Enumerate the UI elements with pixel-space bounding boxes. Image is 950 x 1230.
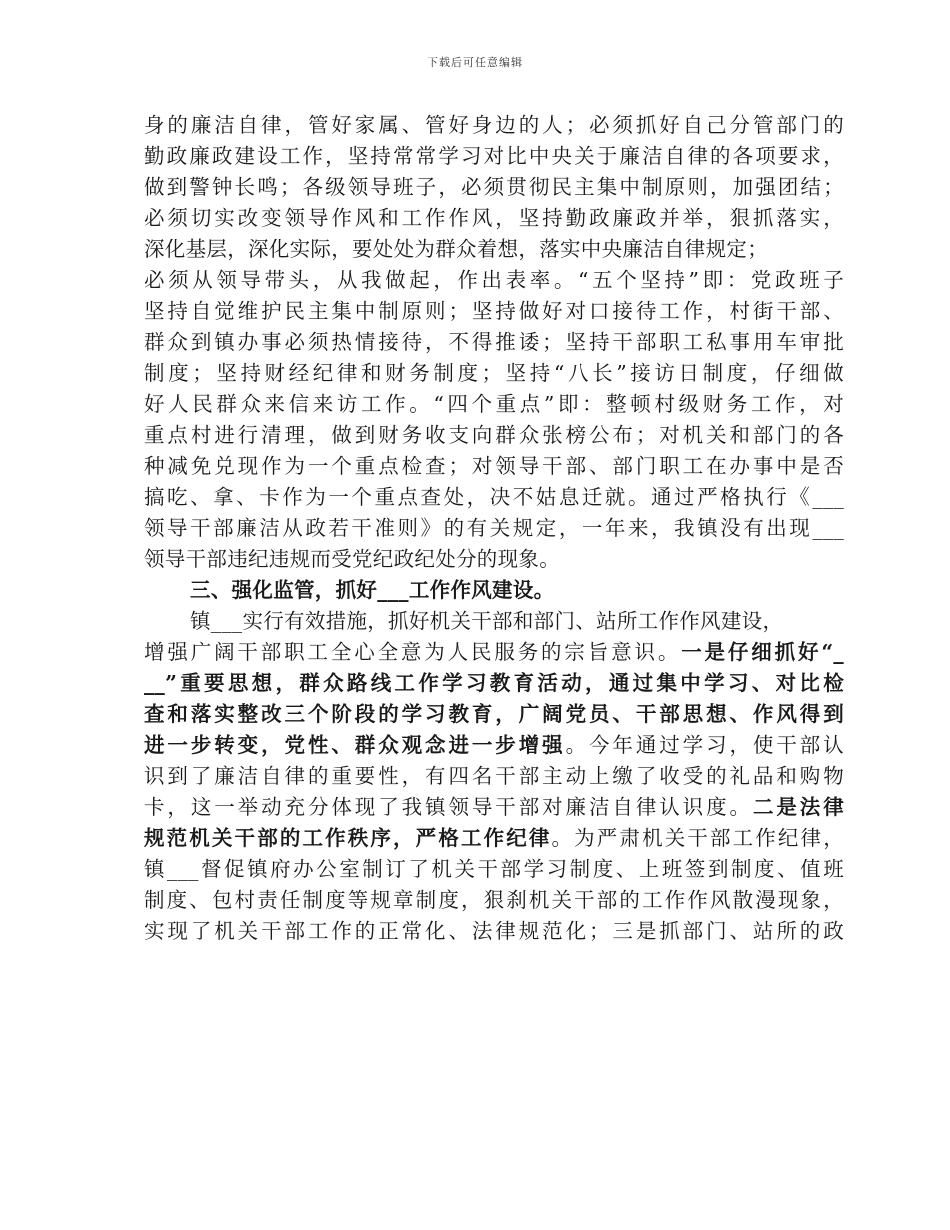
text-line — [144, 823, 844, 854]
text-line — [144, 513, 844, 544]
text-segment: 实现了机关干部工作的正常化、法律规范化；三是抓部门、站所的政 — [144, 919, 844, 943]
text-line — [144, 141, 844, 172]
text-line — [144, 699, 844, 730]
text-line — [144, 172, 844, 203]
text-line — [144, 916, 844, 947]
text-line — [144, 420, 844, 451]
text-line — [144, 327, 844, 358]
text-line — [144, 234, 844, 265]
text-segment: 搞吃、拿、卡作为一个重点查处，决不姑息迁就。通过严格执行《___ — [144, 485, 844, 509]
text-segment: 镇___实行有效措施，抓好机关干部和部门、站所工作作风建设， — [190, 609, 784, 633]
text-segment: 种减免兑现作为一个重点检查；对领导干部、部门职工在办事中是否 — [144, 454, 844, 478]
text-segment: 。今年通过学习，使干部认 — [565, 733, 844, 757]
text-segment: 卡，这一举动充分体现了我镇领导干部对廉洁自律认识度。 — [144, 795, 753, 819]
text-line — [144, 265, 844, 296]
text-segment: 身的廉洁自律，管好家属、管好身边的人；必须抓好自己分管部门的 — [144, 113, 844, 137]
text-line — [144, 792, 844, 823]
text-line — [144, 606, 844, 637]
text-segment: 好人民群众来信来访工作。“四个重点”即：整顿村级财务工作，对 — [144, 392, 844, 416]
text-line — [144, 203, 844, 234]
text-line — [144, 668, 844, 699]
text-line — [144, 544, 844, 575]
page-header: 下载后可任意编辑 — [427, 56, 523, 69]
bold-text-segment: 一是仔细抓好“_ — [681, 640, 844, 664]
text-segment: 群众到镇办事必须热情接待，不得推诿；坚持干部职工私事用车审批 — [144, 330, 844, 354]
text-line — [144, 761, 844, 792]
document-body — [144, 110, 844, 947]
text-segment: 重点村进行清理，做到财务收支向群众张榜公布；对机关和部门的各 — [144, 423, 844, 447]
text-line — [144, 637, 844, 668]
text-segment: 镇___督促镇府办公室制订了机关干部学习制度、上班签到制度、值班 — [144, 857, 844, 881]
text-line — [144, 389, 844, 420]
bold-text-segment: 进一步转变，党性、群众观念进一步增强 — [144, 733, 566, 757]
bold-text-segment: 三、强化监管，抓好___工作作风建设。 — [190, 578, 555, 602]
bold-text-segment: __”重要思想，群众路线工作学习教育活动，通过集中学习、对比检 — [144, 671, 844, 695]
bold-text-segment: 二是法律 — [752, 795, 844, 819]
text-line — [144, 482, 844, 513]
text-segment: 必须从领导带头，从我做起，作出表率。“五个坚持”即：党政班子 — [144, 268, 844, 292]
text-segment: 深化基层，深化实际，要处处为群众着想，落实中央廉洁自律规定； — [144, 237, 768, 261]
text-line — [144, 296, 844, 327]
bold-text-segment: 查和落实整改三个阶段的学习教育，广阔党员、干部思想、作风得到 — [144, 702, 844, 726]
text-segment: 必须切实改变领导作风和工作作风，坚持勤政廉政并举，狠抓落实， — [144, 206, 844, 230]
text-segment: 制度、包村责任制度等规章制度，狠刹机关干部的工作作风散漫现象， — [144, 888, 844, 912]
text-line — [144, 885, 844, 916]
text-segment: 领导干部廉洁从政若干准则》的有关规定，一年来，我镇没有出现___ — [144, 516, 844, 540]
text-line — [144, 854, 844, 885]
text-segment: 增强广阔干部职工全心全意为人民服务的宗旨意识。 — [144, 640, 682, 664]
text-segment: 识到了廉洁自律的重要性，有四名干部主动上缴了收受的礼品和购物 — [144, 764, 844, 788]
text-line — [144, 358, 844, 389]
text-segment: 坚持自觉维护民主集中制原则；坚持做好对口接待工作，村街干部、 — [144, 299, 844, 323]
text-line — [144, 451, 844, 482]
text-segment: 做到警钟长鸣；各级领导班子，必须贯彻民主集中制原则，加强团结； — [144, 175, 844, 199]
text-line — [144, 110, 844, 141]
text-segment: 。为严肃机关干部工作纪律， — [551, 826, 844, 850]
text-segment: 制度；坚持财经纪律和财务制度；坚持“八长”接访日制度，仔细做 — [144, 361, 844, 385]
text-line — [144, 730, 844, 761]
bold-text-segment: 规范机关干部的工作秩序，严格工作纪律 — [144, 826, 552, 850]
text-segment: 领导干部违纪违规而受党纪政纪处分的现象。 — [144, 547, 560, 571]
text-line — [144, 575, 844, 606]
text-segment: 勤政廉政建设工作，坚持常常学习对比中央关于廉洁自律的各项要求， — [144, 144, 844, 168]
